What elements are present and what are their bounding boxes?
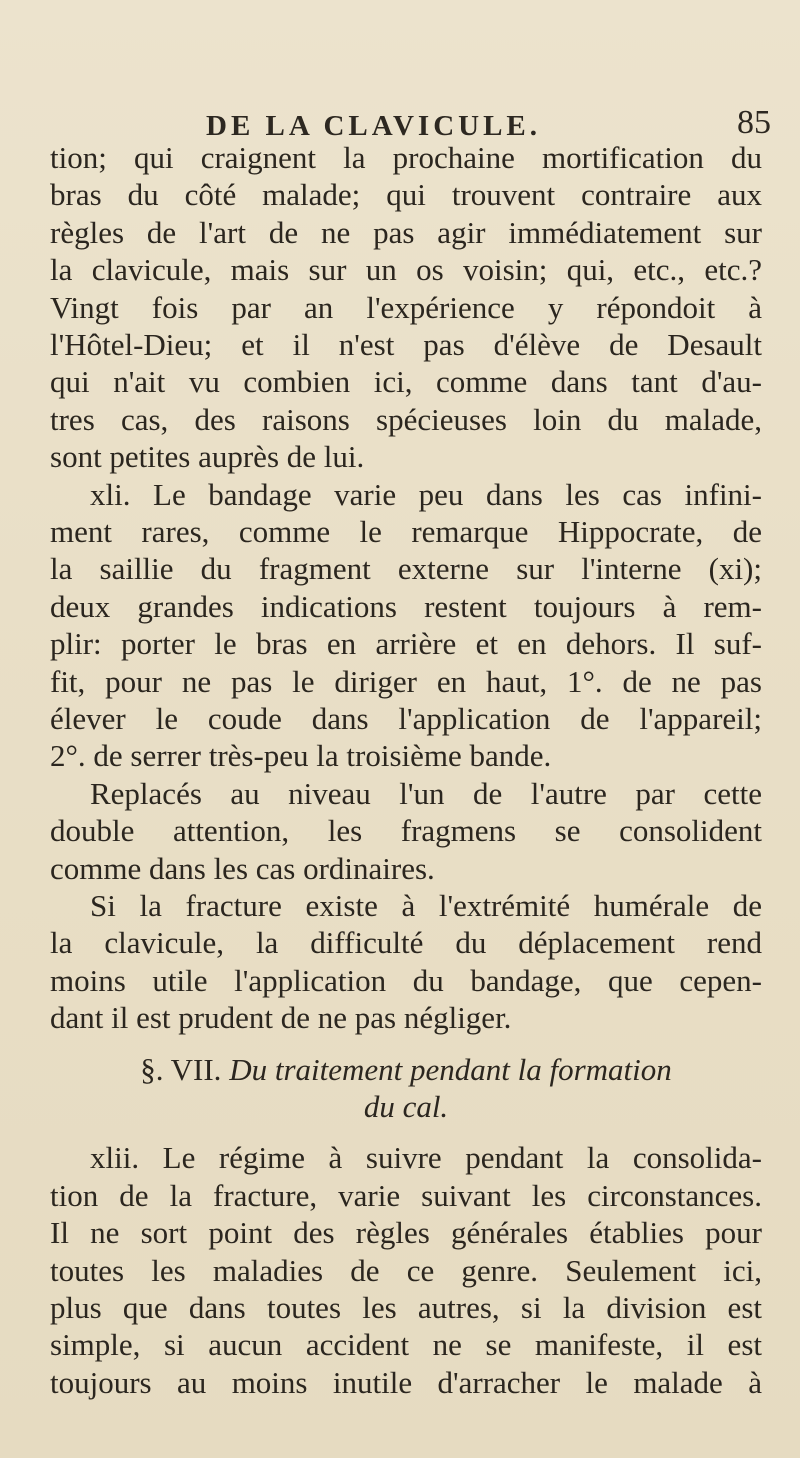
text-line: 2°. de serrer très-peu la troisième bande.: [50, 738, 552, 774]
text-line: xlii. Le régime à suivre pendant la consolida-: [90, 1140, 762, 1176]
text-line: la clavicule, la difficulté du déplacement rend: [50, 925, 762, 961]
text-line: tion de la fracture, varie suivant les circonstances.: [50, 1177, 762, 1213]
text-line: qui n'ait vu combien ici, comme dans tant d'au-: [50, 364, 762, 400]
text-line: toujours au moins inutile d'arracher le malade à: [50, 1364, 762, 1400]
text-line: double attention, les fragmens se consolident: [50, 813, 762, 849]
section-label: §. VII.: [140, 1051, 222, 1087]
text-line: dant il est prudent de ne pas négliger.: [50, 1000, 512, 1036]
text-line: toutes les maladies de ce genre. Seulement ici,: [50, 1252, 762, 1288]
section-heading-line2: [50, 1089, 762, 1125]
section-title-line1: Du traitement pendant la formation: [229, 1051, 672, 1087]
text-line: la clavicule, mais sur un os voisin; qui, etc., etc.?: [50, 252, 762, 288]
text-line: sont petites auprès de lui.: [50, 439, 365, 475]
page-number: 85: [737, 104, 771, 141]
text-line: bras du côté malade; qui trouvent contraire aux: [50, 177, 762, 213]
text-line: moins utile l'application du bandage, que cepen-: [50, 962, 762, 998]
text-line: Si la fracture existe à l'extrémité humérale de: [90, 888, 762, 923]
text-line: simple, si aucun accident ne se manifeste, il est: [50, 1327, 762, 1363]
text-line: deux grandes indications restent toujours à rem-: [50, 588, 762, 624]
text-line: Vingt fois par an l'expérience y répondoit à: [50, 289, 762, 325]
text-line: Il ne sort point des règles générales établies pour: [50, 1215, 762, 1251]
text-line: tres cas, des raisons spécieuses loin du malade,: [50, 401, 762, 437]
text-line: plus que dans toutes les autres, si la division est: [50, 1290, 762, 1325]
text-line: la saillie du fragment externe sur l'interne (xi);: [50, 551, 762, 587]
text-line: tion; qui craignent la prochaine mortification du: [50, 140, 762, 175]
text-line: plir: porter le bras en arrière et en dehors. Il suf-: [50, 626, 762, 662]
text-line: l'Hôtel-Dieu; et il n'est pas d'élève de Desault: [50, 327, 762, 362]
running-title: DE LA CLAVICULE.: [206, 110, 542, 142]
text-line: élever le coude dans l'application de l'appareil;: [50, 701, 762, 736]
section-title-line2: du cal.: [363, 1089, 449, 1124]
section-heading: [50, 1052, 762, 1088]
text-line: Replacés au niveau l'un de l'autre par cette: [90, 775, 762, 811]
text-line: ment rares, comme le remarque Hippocrate, de: [50, 514, 762, 549]
text-line: règles de l'art de ne pas agir immédiatement sur: [50, 214, 762, 250]
text-line: comme dans les cas ordinaires.: [50, 850, 435, 886]
text-line: fit, pour ne pas le diriger en haut, 1°. de ne pas: [50, 663, 762, 699]
text-line: xli. Le bandage varie peu dans les cas infini-: [90, 476, 762, 512]
